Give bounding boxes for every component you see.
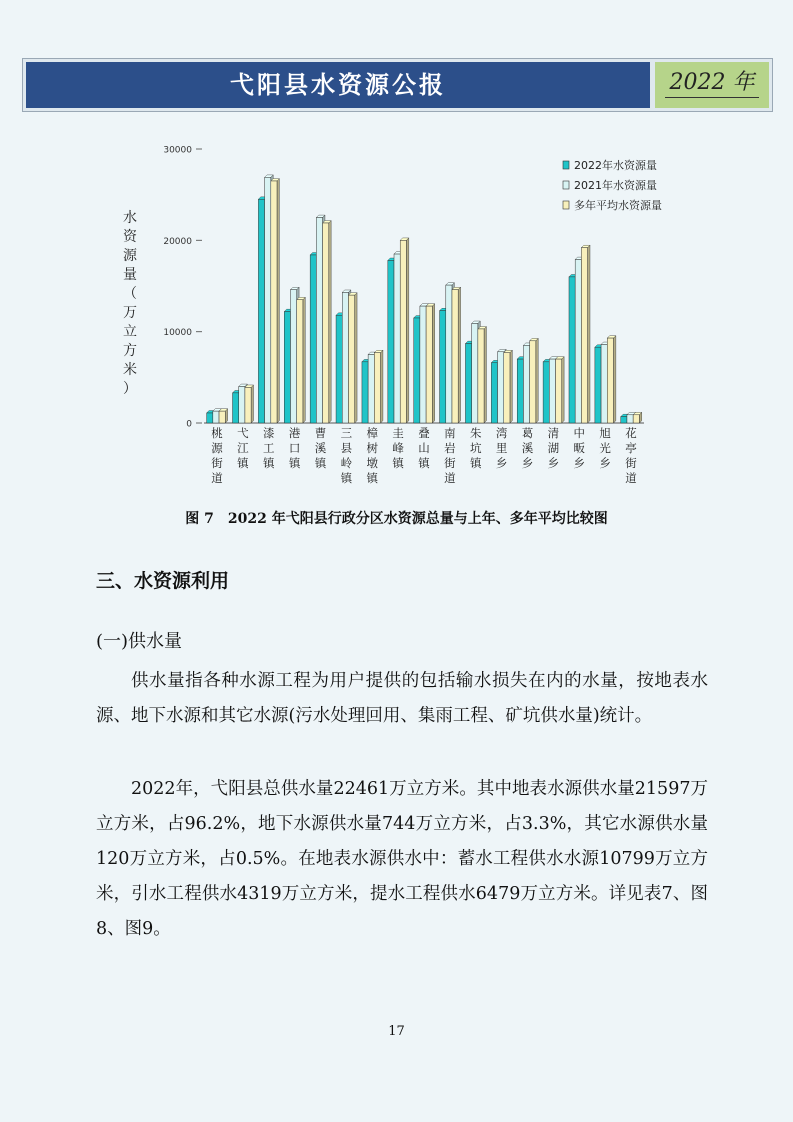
y-axis-label-char: 量 <box>123 267 137 283</box>
x-tick-label: 曹溪镇 <box>314 426 327 470</box>
x-tick-label: 花亭街道 <box>625 426 637 485</box>
y-axis-ticks <box>163 146 202 430</box>
bar <box>452 287 461 423</box>
x-tick-label: 弋江镇 <box>237 426 249 470</box>
x-tick-label: 旭光乡 <box>599 426 611 470</box>
y-axis-label-char: 万 <box>123 305 137 321</box>
x-tick-label: 港口镇 <box>288 426 301 470</box>
legend-entry <box>563 158 657 172</box>
sub-heading: (一)供水量 <box>96 631 183 652</box>
chart-caption: 图 7 2022 年弋阳县行政分区水资源总量与上年、多年平均比较图 <box>185 511 608 527</box>
bar <box>271 179 280 423</box>
chart-legend <box>563 158 662 212</box>
legend-entry <box>563 178 657 192</box>
x-axis-labels <box>211 426 637 485</box>
x-tick-label: 湾里乡 <box>495 426 508 470</box>
bar <box>504 350 513 423</box>
bar <box>478 327 487 423</box>
water-resource-bar-chart <box>100 138 690 500</box>
y-axis-label-char: ） <box>123 381 137 397</box>
legend-label: 多年平均水资源量 <box>574 199 662 212</box>
legend-label: 2022年水资源量 <box>574 159 657 172</box>
year-underline <box>665 97 759 98</box>
x-tick-label: 中畈乡 <box>573 426 586 470</box>
bar <box>323 221 332 423</box>
y-axis-label-char: 资 <box>123 229 137 245</box>
bar <box>297 297 306 423</box>
y-axis-label-char: 方 <box>123 343 137 359</box>
bar <box>400 238 409 423</box>
y-axis-label-char: 米 <box>123 362 137 378</box>
y-tick-label: 30000 <box>163 145 192 156</box>
x-tick-label: 葛溪乡 <box>521 426 534 470</box>
y-axis-label-char: 立 <box>123 324 137 340</box>
y-axis-label-char: 源 <box>123 248 137 264</box>
bars <box>207 175 642 423</box>
x-tick-label: 南岩街道 <box>444 426 456 485</box>
x-tick-label: 圭峰镇 <box>392 426 404 470</box>
bar <box>530 338 539 423</box>
section-heading: 三、水资源利用 <box>96 570 230 592</box>
y-tick-label: 20000 <box>163 236 192 247</box>
x-tick-label: 樟树墩镇 <box>366 426 378 485</box>
x-tick-label: 清湖乡 <box>547 426 560 470</box>
bar <box>556 357 565 423</box>
y-axis-label <box>123 209 138 397</box>
report-year-text: 2022 年 <box>669 70 755 95</box>
bar <box>581 245 590 423</box>
report-year <box>655 62 769 108</box>
bar <box>633 412 642 423</box>
x-tick-label: 三县岭镇 <box>340 426 353 485</box>
bar <box>607 336 616 423</box>
x-tick-label: 叠山镇 <box>418 426 430 470</box>
y-axis-label-char: 水 <box>123 210 137 226</box>
y-tick-label: 0 <box>186 419 192 430</box>
bar <box>374 350 383 423</box>
y-axis-label-char: （ <box>123 286 137 302</box>
bar <box>219 409 228 423</box>
legend-entry <box>563 198 662 212</box>
paragraph-statistics: 2022年，弋阳县总供水量22461万立方米。其中地表水源供水量21597万立方米，占96.2%，地下水源供水量744万立方米，占3.3%，其它水源供水量120万立方米，占0.5%。在地表水源供水中：蓄水工程供水水源10799万立方米，引水工程供水4319万立方米，提水工程供水6479万立方米。详见表7、图8、图9。 <box>96 779 708 939</box>
page-number: 17 <box>388 1024 405 1039</box>
bar <box>245 385 254 423</box>
y-tick-label: 10000 <box>163 328 192 339</box>
legend-label: 2021年水资源量 <box>574 179 657 192</box>
page-header <box>22 58 773 112</box>
paragraph-definition: 供水量指各种水源工程为用户提供的包括输水损失在内的水量，按地表水源、地下水源和其它水源(污水处理回用、集雨工程、矿坑供水量)统计。 <box>96 671 708 726</box>
x-tick-label: 桃源街道 <box>211 426 223 485</box>
bar <box>348 293 357 423</box>
x-tick-label: 漆工镇 <box>262 426 275 470</box>
bar <box>426 304 435 423</box>
report-title: 弋阳县水资源公报 <box>26 62 650 108</box>
x-tick-label: 朱坑镇 <box>470 426 482 470</box>
